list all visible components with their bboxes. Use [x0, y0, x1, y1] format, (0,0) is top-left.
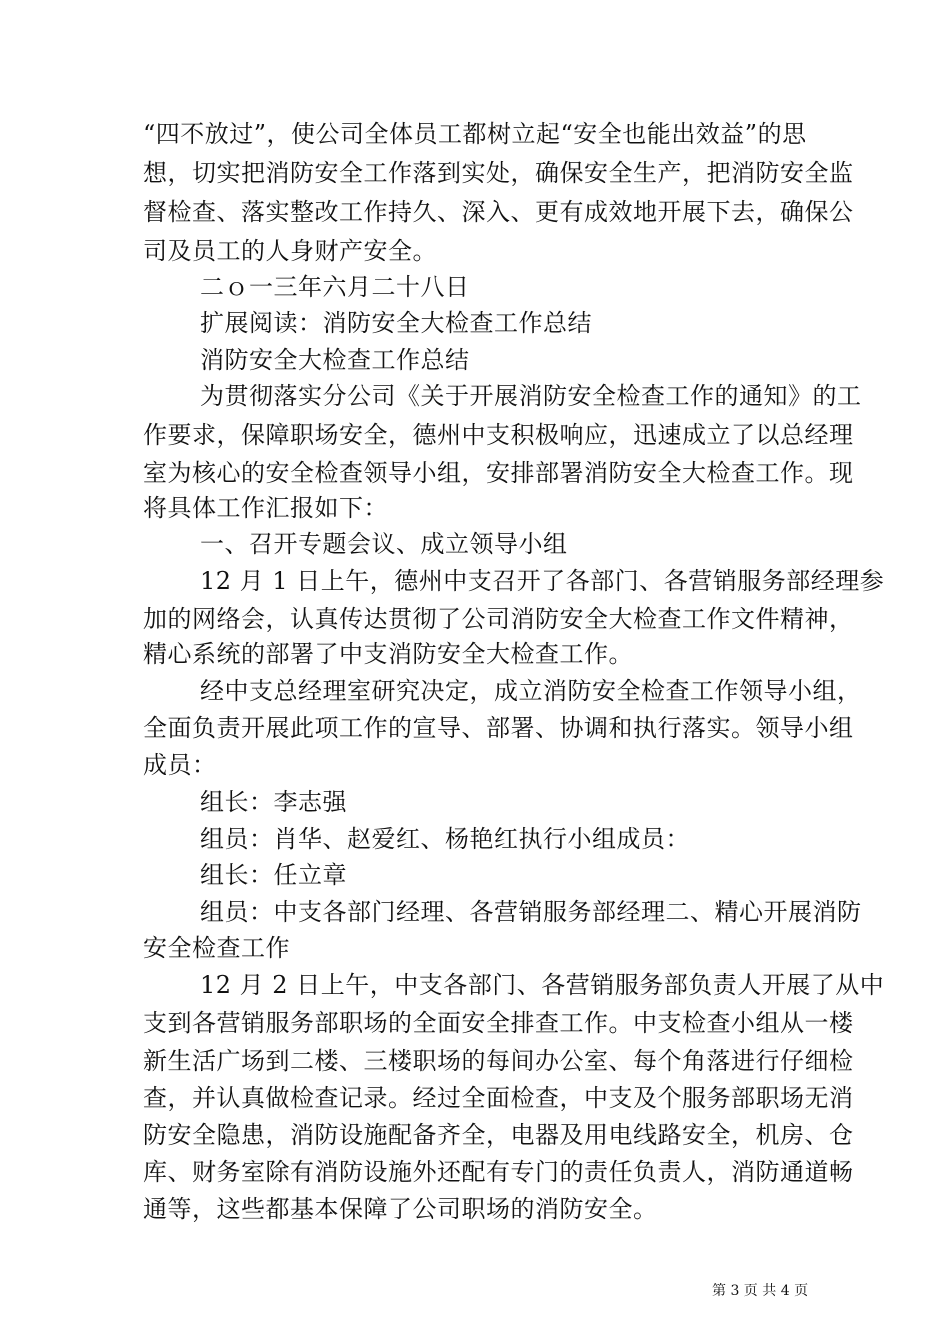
section-title: 消防安全大检查工作总结 [200, 346, 470, 374]
text-line: 组员：中支各部门经理、各营销服务部经理二、精心开展消防 [200, 898, 862, 926]
text-line: 组长：任立章 [200, 861, 347, 889]
text-line: 12 月 2 日上午，中支各部门、各营销服务部负责人开展了从中 [200, 971, 885, 999]
text-line: 成员： [143, 751, 217, 779]
text-line: 想，切实把消防安全工作落到实处，确保安全生产，把消防安全监 [143, 159, 854, 187]
text-line: 室为核心的安全检查领导小组，安排部署消防安全大检查工作。现 [143, 459, 854, 487]
extended-reading-line: 扩展阅读：消防安全大检查工作总结 [200, 309, 592, 337]
text-line: 经中支总经理室研究决定，成立消防安全检查工作领导小组， [200, 677, 862, 705]
text-line: 12 月 1 日上午，德州中支召开了各部门、各营销服务部经理参 [200, 567, 885, 595]
text-line: 为贯彻落实分公司《关于开展消防安全检查工作的通知》的工 [200, 382, 862, 410]
text-line: “四不放过”，使公司全体员工都树立起“安全也能出效益”的思 [143, 120, 807, 148]
text-line: 司及员工的人身财产安全。 [143, 237, 437, 265]
text-line: 新生活广场到二楼、三楼职场的每间办公室、每个角落进行仔细检 [143, 1047, 854, 1075]
text-line: 组员：肖华、赵爱红、杨艳红执行小组成员： [200, 825, 690, 853]
text-line: 查，并认真做检查记录。经过全面检查，中支及个服务部职场无消 [143, 1084, 854, 1112]
text-line: 安全检查工作 [143, 934, 290, 962]
text-line: 组长：李志强 [200, 788, 347, 816]
text-line: 加的网络会，认真传达贯彻了公司消防安全大检查工作文件精神， [143, 605, 854, 633]
text-line: 督检查、落实整改工作持久、深入、更有成效地开展下去，确保公 [143, 198, 854, 226]
text-line: 精心系统的部署了中支消防安全大检查工作。 [143, 640, 633, 668]
date-line: 二ｏ一三年六月二十八日 [200, 273, 470, 301]
text-line: 作要求，保障职场安全，德州中支积极响应，迅速成立了以总经理 [143, 421, 854, 449]
page-number: 第 3 页 共 4 页 [712, 1283, 809, 1299]
text-line: 库、财务室除有消防设施外还配有专门的责任负责人，消防通道畅 [143, 1158, 854, 1186]
heading-line: 一、召开专题会议、成立领导小组 [200, 530, 568, 558]
text-line: 通等，这些都基本保障了公司职场的消防安全。 [143, 1195, 658, 1223]
text-line: 将具体工作汇报如下： [143, 494, 388, 522]
text-line: 防安全隐患，消防设施配备齐全，电器及用电线路安全，机房、仓 [143, 1121, 854, 1149]
text-line: 全面负责开展此项工作的宣导、部署、协调和执行落实。领导小组 [143, 714, 854, 742]
text-line: 支到各营销服务部职场的全面安全排查工作。中支检查小组从一楼 [143, 1009, 854, 1037]
